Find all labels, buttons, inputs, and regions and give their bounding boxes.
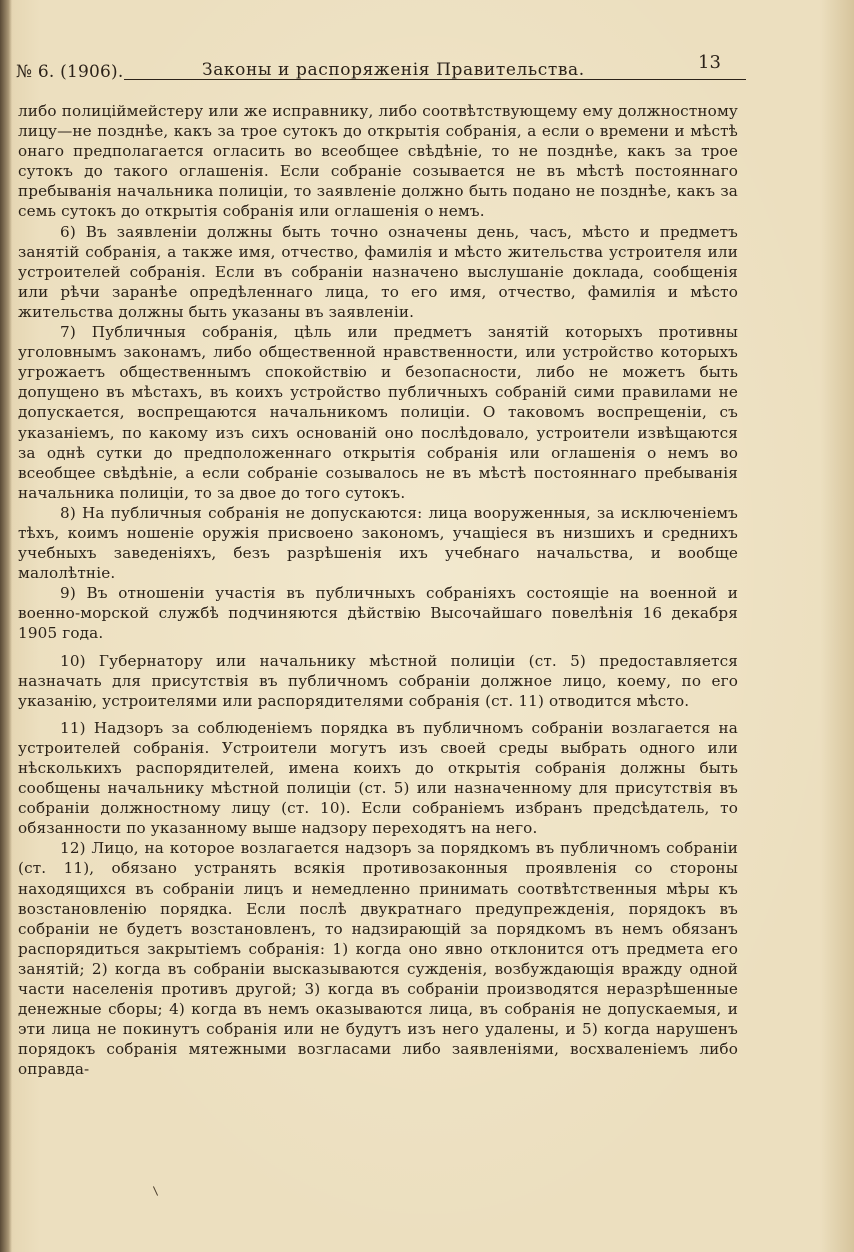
- header-rule: [124, 79, 746, 80]
- issue-number: № 6. (1906).: [16, 62, 124, 82]
- paragraph-article-11: 11) Надзоръ за соблюденіемъ порядка въ публичномъ собраніи возлагается на устроителей собранія. Устроители могутъ изъ своей среды выбрать одного или нѣсколькихъ распорядителей, имена коихъ до открытія собранія должны быть сообщены начальнику мѣстной полиціи (ст. 5) или назначенному для присутствія въ собраніи должностному лицу (ст. 10). Если собраніемъ избранъ предсѣдатель, то обязанности по указанному выше надзору переходятъ на него.: [18, 718, 738, 838]
- section-title: Законы и распоряженія Правительства.: [202, 60, 585, 80]
- paragraph-article-6: 6) Въ заявленіи должны быть точно означены день, часъ, мѣсто и предметъ занятій собранія, а также имя, отчество, фамилія и мѣсто жительства устроителя или устроителей собранія. Если въ собраніи назначено выслушаніе доклада, сообщенія или рѣчи заранѣе опредѣленнаго лица, то его имя, отчество, фамилія и мѣсто жительства должны быть указаны въ заявленіи.: [18, 222, 738, 321]
- paragraph-article-8: 8) На публичныя собранія не допускаются: лица вооруженныя, за исключеніемъ тѣхъ, коимъ ношеніе оружія присвоено закономъ, учащіеся въ низшихъ и среднихъ учебныхъ заведеніяхъ, безъ разрѣшенія ихъ учебнаго начальства, и вообще малолѣтніе.: [18, 503, 738, 583]
- ink-mark: [153, 1186, 158, 1195]
- paragraph-article-10: 10) Губернатору или начальнику мѣстной полиціи (ст. 5) предоставляется назначать для присутствія въ публичномъ собраніи должное лицо, коему, по его указанію, устроителями или распорядителями собранія (ст. 11) отводится мѣсто.: [18, 651, 738, 710]
- paragraph-continuation: либо полиціймейстеру или же исправнику, либо соотвѣтствующему ему должностному лицу—не позднѣе, какъ за трое сутокъ до открытія собранія, а если о времени и мѣстѣ онаго предполагается огласить во всеобщее свѣдѣніе, то не позднѣе, какъ за трое сутокъ до такого оглашенія. Если собраніе созывается не въ мѣстѣ постояннаго пребыванія начальника полиціи, то заявленіе должно быть подано не позднѣе, какъ за семь сутокъ до открытія собранія или оглашенія о немъ.: [18, 102, 738, 221]
- paragraph-article-7: 7) Публичныя собранія, цѣль или предметъ занятій которыхъ противны уголовнымъ законамъ, либо общественной нравственности, или устройство которыхъ угрожаетъ общественнымъ спокойствію и безопасности, либо не можетъ быть допущено въ мѣстахъ, въ коихъ устройство публичныхъ собраній сими правилами не допускается, воспрещаются начальникомъ полиціи. О таковомъ воспрещеніи, съ указаніемъ, по какому изъ сихъ основаній оно послѣдовало, устроители извѣщаются за однѣ сутки до предположеннаго открытія собранія или оглашенія о немъ во всеобщее свѣдѣніе, а если собраніе созывалось не въ мѣстѣ постояннаго пребыванія начальника полиціи, то за двое до того сутокъ.: [18, 323, 738, 502]
- main-text: [18, 101, 738, 1080]
- running-header: [12, 52, 734, 82]
- paragraph-article-12: 12) Лицо, на которое возлагается надзоръ за порядкомъ въ публичномъ собраніи (ст. 11), обязано устранять всякія противозаконныя проявленія со стороны находящихся въ собраніи лицъ и немедленно принимать соотвѣтственныя мѣры къ возстановленію порядка. Если послѣ двукратнаго предупрежденія, порядокъ въ собраніи не будетъ возстановленъ, то надзирающій за порядкомъ въ немъ обязанъ распорядиться закрытіемъ собранія: 1) когда оно явно отклонится отъ предмета его занятій; 2) когда въ собраніи высказываются сужденія, возбуждающія вражду одной части населенія противъ другой; 3) когда въ собраніи производятся неразрѣшенные денежные сборы; 4) когда въ немъ оказываются лица, въ собранія не допускаемыя, и эти лица не покинутъ собранія или не будутъ изъ него удалены, и 5) когда нарушенъ порядокъ собранія мятежными возгласами либо заявленіями, восхваленіемъ либо оправда-: [18, 839, 738, 1079]
- page-number: 13: [698, 52, 721, 73]
- page-binding-edge: [0, 0, 12, 1252]
- paragraph-article-9: 9) Въ отношеніи участія въ публичныхъ собраніяхъ состоящіе на военной и военно-морской службѣ подчиняются дѣйствію Высочайшаго повелѣнія 16 декабря 1905 года.: [18, 584, 738, 643]
